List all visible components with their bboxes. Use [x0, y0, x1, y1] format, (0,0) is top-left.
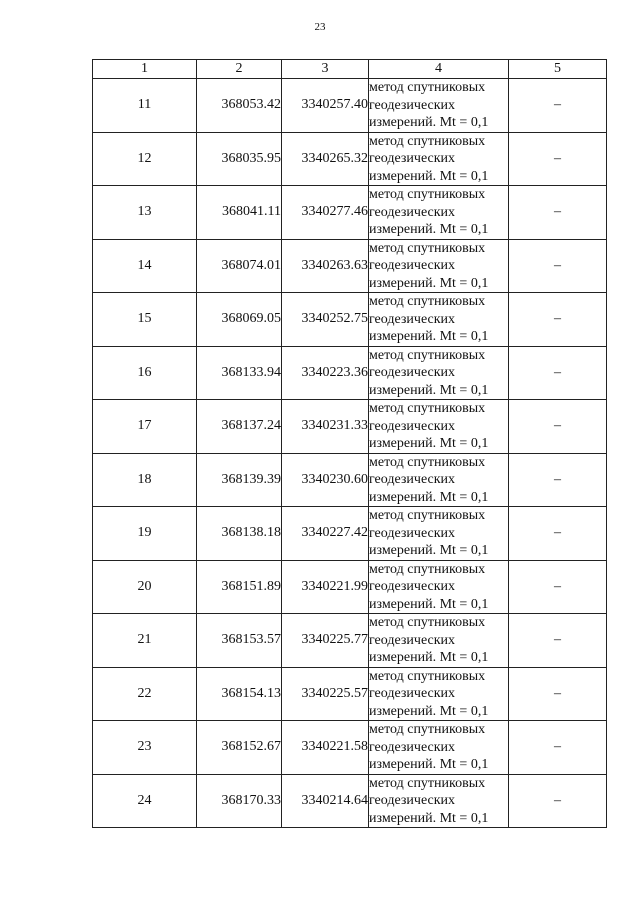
x-coordinate-cell: 368139.39 — [197, 453, 282, 507]
note-cell: – — [509, 507, 607, 561]
point-number-cell: 12 — [93, 132, 197, 186]
table-row — [93, 346, 607, 400]
method-line: геодезических — [369, 97, 456, 113]
y-coordinate-cell: 3340252.75 — [282, 293, 369, 347]
method-line: измерений. Mt = 0,1 — [369, 757, 489, 772]
table-row — [93, 79, 607, 133]
note-cell: – — [509, 293, 607, 347]
point-number-cell: 11 — [93, 79, 197, 133]
y-coordinate-cell: 3340231.33 — [282, 400, 369, 454]
method-line: метод спутниковых — [369, 347, 486, 363]
method-line: метод спутниковых — [369, 615, 486, 630]
method-cell — [369, 346, 509, 400]
point-number-cell: 16 — [93, 346, 197, 400]
x-coordinate-cell: 368154.13 — [197, 667, 282, 721]
method-line: измерений. Mt = 0,1 — [369, 329, 489, 344]
method-line: измерений. Mt = 0,1 — [369, 275, 489, 291]
method-cell — [369, 560, 509, 614]
method-cell — [369, 721, 509, 775]
method-line: измерений. Mt = 0,1 — [369, 489, 489, 505]
point-number-cell: 17 — [93, 400, 197, 454]
note-cell: – — [509, 346, 607, 400]
table-row — [93, 560, 607, 614]
header-col-5: 5 — [509, 60, 607, 79]
method-line: метод спутниковых — [369, 775, 486, 791]
y-coordinate-cell: 3340223.36 — [282, 346, 369, 400]
method-line: измерений. Mt = 0,1 — [369, 436, 489, 451]
method-line: метод спутниковых — [369, 561, 486, 577]
point-number-cell: 13 — [93, 186, 197, 240]
method-line: геодезических — [369, 579, 456, 594]
point-number-cell: 18 — [93, 453, 197, 507]
y-coordinate-cell: 3340265.32 — [282, 132, 369, 186]
x-coordinate-cell: 368152.67 — [197, 721, 282, 775]
y-coordinate-cell: 3340257.40 — [282, 79, 369, 133]
method-cell — [369, 79, 509, 133]
method-line: геодезических — [369, 418, 456, 434]
page-number: 23 — [314, 21, 326, 33]
point-number-cell: 21 — [93, 614, 197, 668]
note-cell: – — [509, 614, 607, 668]
point-number-cell: 22 — [93, 667, 197, 721]
header-col-2: 2 — [197, 60, 282, 79]
method-cell — [369, 132, 509, 186]
method-line: геодезических — [369, 739, 456, 755]
note-cell: – — [509, 132, 607, 186]
method-line: метод спутниковых — [369, 187, 486, 202]
table-row — [93, 667, 607, 721]
x-coordinate-cell: 368074.01 — [197, 239, 282, 293]
point-number-cell: 19 — [93, 507, 197, 561]
x-coordinate-cell: 368035.95 — [197, 132, 282, 186]
y-coordinate-cell: 3340263.63 — [282, 239, 369, 293]
table-header-row — [93, 60, 607, 79]
table-row — [93, 453, 607, 507]
table-body — [93, 79, 607, 828]
method-cell — [369, 239, 509, 293]
x-coordinate-cell: 368151.89 — [197, 560, 282, 614]
method-line: метод спутниковых — [369, 294, 486, 309]
method-cell — [369, 453, 509, 507]
method-cell — [369, 186, 509, 240]
table-row — [93, 721, 607, 775]
x-coordinate-cell: 368138.18 — [197, 507, 282, 561]
x-coordinate-cell: 368053.42 — [197, 79, 282, 133]
header-col-3: 3 — [282, 60, 369, 79]
method-cell — [369, 667, 509, 721]
method-line: измерений. Mt = 0,1 — [369, 650, 489, 665]
method-cell — [369, 293, 509, 347]
method-line: метод спутниковых — [369, 401, 486, 416]
note-cell: – — [509, 667, 607, 721]
table-row — [93, 132, 607, 186]
table-row — [93, 400, 607, 454]
method-line: геодезических — [369, 793, 456, 808]
note-cell: – — [509, 774, 607, 828]
table-row — [93, 614, 607, 668]
method-line: геодезических — [369, 365, 456, 380]
note-cell: – — [509, 400, 607, 454]
method-line: геодезических — [369, 204, 456, 220]
table-row — [93, 186, 607, 240]
point-number-cell: 15 — [93, 293, 197, 347]
x-coordinate-cell: 368137.24 — [197, 400, 282, 454]
note-cell: – — [509, 186, 607, 240]
table-row — [93, 507, 607, 561]
note-cell: – — [509, 79, 607, 133]
x-coordinate-cell: 368153.57 — [197, 614, 282, 668]
method-cell — [369, 614, 509, 668]
method-line: геодезических — [369, 258, 456, 273]
y-coordinate-cell: 3340277.46 — [282, 186, 369, 240]
y-coordinate-cell: 3340214.64 — [282, 774, 369, 828]
method-line: метод спутниковых — [369, 668, 486, 684]
method-line: метод спутниковых — [369, 240, 486, 256]
y-coordinate-cell: 3340227.42 — [282, 507, 369, 561]
method-line: метод спутниковых — [369, 722, 486, 737]
note-cell: – — [509, 560, 607, 614]
x-coordinate-cell: 368041.11 — [197, 186, 282, 240]
table-row — [93, 774, 607, 828]
method-line: измерений. Mt = 0,1 — [369, 543, 489, 558]
y-coordinate-cell: 3340225.57 — [282, 667, 369, 721]
x-coordinate-cell: 368069.05 — [197, 293, 282, 347]
method-line: измерений. Mt = 0,1 — [369, 382, 489, 398]
note-cell: – — [509, 239, 607, 293]
table-row — [93, 293, 607, 347]
method-line: метод спутниковых — [369, 133, 486, 149]
y-coordinate-cell: 3340225.77 — [282, 614, 369, 668]
method-line: геодезических — [369, 686, 456, 701]
method-line: метод спутниковых — [369, 508, 486, 523]
method-line: измерений. Mt = 0,1 — [369, 596, 489, 612]
y-coordinate-cell: 3340221.58 — [282, 721, 369, 775]
header-col-4: 4 — [369, 60, 509, 79]
method-line: измерений. Mt = 0,1 — [369, 168, 489, 184]
table-row — [93, 239, 607, 293]
method-line: измерений. Mt = 0,1 — [369, 810, 489, 826]
method-line: измерений. Mt = 0,1 — [369, 222, 489, 237]
method-line: геодезических — [369, 525, 456, 541]
x-coordinate-cell: 368133.94 — [197, 346, 282, 400]
method-line: измерений. Mt = 0,1 — [369, 703, 489, 719]
method-line: метод спутниковых — [369, 454, 486, 470]
method-line: измерений. Mt = 0,1 — [369, 115, 489, 130]
method-cell — [369, 774, 509, 828]
method-cell — [369, 507, 509, 561]
point-number-cell: 14 — [93, 239, 197, 293]
method-line: геодезических — [369, 472, 456, 487]
x-coordinate-cell: 368170.33 — [197, 774, 282, 828]
point-number-cell: 20 — [93, 560, 197, 614]
note-cell: – — [509, 453, 607, 507]
y-coordinate-cell: 3340230.60 — [282, 453, 369, 507]
coordinates-table — [92, 59, 607, 828]
method-line: геодезических — [369, 632, 456, 648]
method-line: метод спутниковых — [369, 80, 486, 95]
note-cell: – — [509, 721, 607, 775]
point-number-cell: 24 — [93, 774, 197, 828]
method-line: геодезических — [369, 311, 456, 327]
point-number-cell: 23 — [93, 721, 197, 775]
method-cell — [369, 400, 509, 454]
header-col-1: 1 — [93, 60, 197, 79]
method-line: геодезических — [369, 151, 456, 166]
y-coordinate-cell: 3340221.99 — [282, 560, 369, 614]
